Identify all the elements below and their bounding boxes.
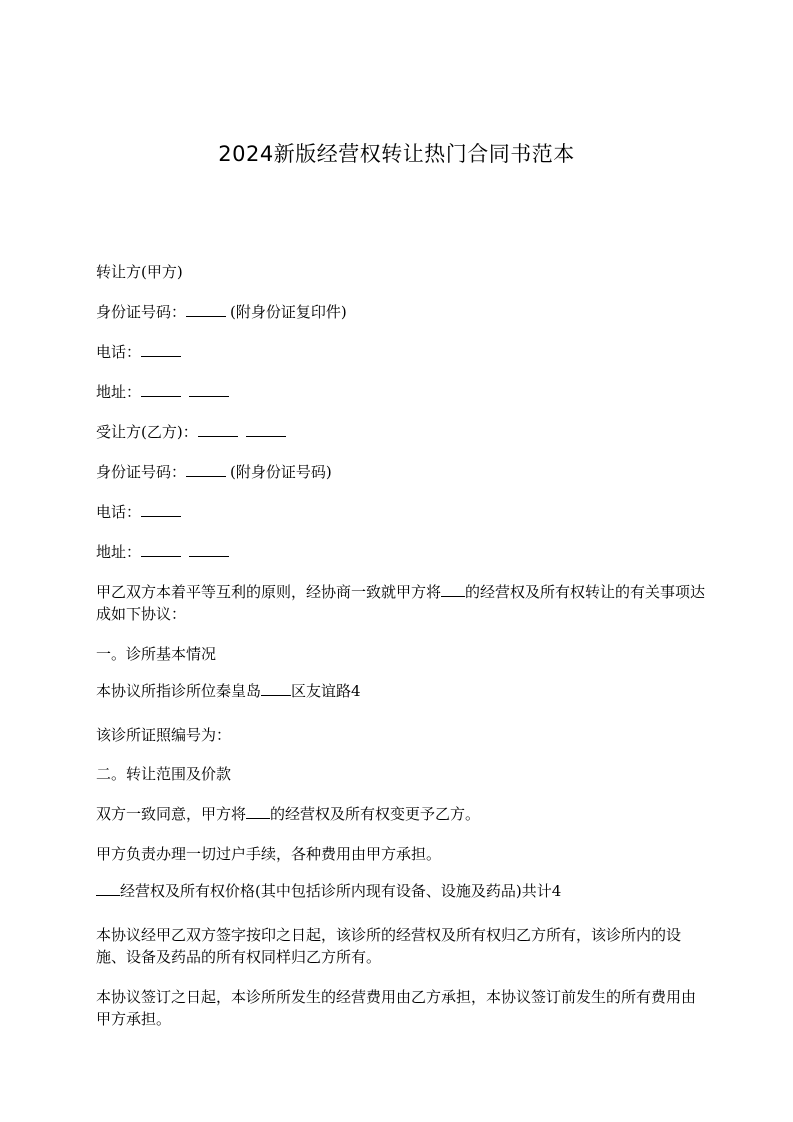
transferee-phone-line — [96, 501, 706, 523]
transferee-line — [96, 421, 706, 443]
address-blank — [189, 382, 229, 397]
transferee-address-line — [96, 541, 706, 563]
phone-label: 电话： — [96, 503, 142, 521]
id-label: 身份证号码： — [96, 303, 187, 321]
district-blank — [261, 681, 291, 696]
transferee-blank — [198, 422, 238, 437]
subject-blank — [246, 804, 270, 819]
expense-clause: 本协议签订之日起，本诊所所发生的经营费用由乙方承担，本协议签订前发生的所有费用由甲方承担。 — [96, 988, 697, 1028]
subject-blank — [441, 582, 465, 597]
license-number: 该诊所证照编号为： — [96, 726, 232, 744]
price-clause: 经营权及所有权价格(其中包括诊所内现有设备、设施及药品)共计4 — [96, 880, 706, 902]
subject-blank — [96, 881, 120, 896]
address-blank — [189, 542, 229, 557]
phone-blank — [141, 502, 181, 517]
address-label: 地址： — [96, 543, 142, 561]
consent-clause: 双方一致同意，甲方将 的经营权及所有权变更予乙方。 — [96, 805, 481, 823]
ownership-clause: 本协议经甲乙双方签字按印之日起，该诊所的经营权及所有权归乙方所有，该诊所内的设施、设备及药品的所有权同样归乙方所有。 — [96, 926, 682, 966]
transferee-label: 受让方(乙方)： — [96, 423, 198, 441]
phone-blank — [141, 342, 181, 357]
transferee-id-line — [96, 461, 706, 483]
transferor-phone-line — [96, 341, 706, 363]
clinic-location: 本协议所指诊所位秦皇岛 区友谊路4 — [96, 682, 361, 700]
section-2-title: 二。转让范围及价款 — [96, 765, 232, 783]
id-note: (附身份证号码) — [230, 463, 332, 481]
transferor-address-line — [96, 381, 706, 403]
id-label: 身份证号码： — [96, 463, 187, 481]
procedures-clause: 甲方负责办理一切过户手续，各种费用由甲方承担。 — [96, 845, 442, 863]
address-label: 地址： — [96, 383, 142, 401]
id-note: (附身份证复印件) — [230, 303, 347, 321]
address-blank — [141, 542, 181, 557]
id-blank — [186, 302, 226, 317]
transferor-heading: 转让方(甲方) — [96, 263, 183, 281]
address-blank — [141, 382, 181, 397]
phone-label: 电话： — [96, 343, 142, 361]
transferor-id-line — [96, 301, 706, 323]
agreement-intro: 甲乙双方本着平等互利的原则，经协商一致就甲方将 的经营权及所有权转让的有关事项达成如下协议： — [96, 583, 706, 623]
transferee-blank — [246, 422, 286, 437]
section-1-title: 一。诊所基本情况 — [96, 645, 217, 663]
id-blank — [186, 462, 226, 477]
document-title: 2024新版经营权转让热门合同书范本 — [218, 142, 575, 166]
